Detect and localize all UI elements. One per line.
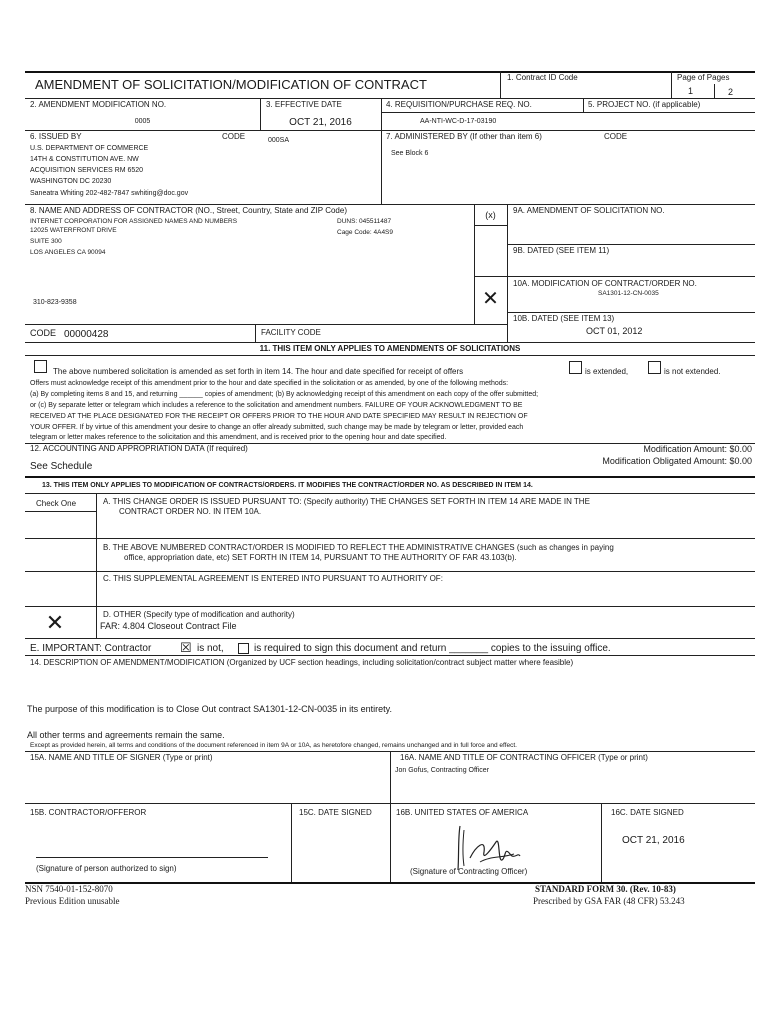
project-no-label: 5. PROJECT NO. (if applicable) [588, 100, 701, 109]
issued-by-line: WASHINGTON DC 20230 [30, 178, 112, 185]
item12-value: See Schedule [30, 461, 93, 472]
contractor-address-line: 12025 WATERFRONT DRIVE [30, 227, 117, 234]
item13-header: 13. THIS ITEM ONLY APPLIES TO MODIFICATION OF CONTRACTS/ORDERS. IT MODIFIES THE CONTRACT/ORDER NO. AS DESCRIBED IN ITEM 14. [42, 482, 533, 489]
item13a-line: CONTRACT ORDER NO. IN ITEM 10A. [119, 507, 262, 516]
rule [381, 130, 382, 204]
contractor-date-label: 15C. DATE SIGNED [299, 808, 372, 817]
rule [25, 803, 755, 804]
page-label: Page of Pages [677, 73, 730, 82]
b10b-label: 10B. DATED (SEE ITEM 13) [513, 314, 615, 323]
nsn: NSN 7540-01-152-8070 [25, 884, 113, 894]
item11-body-line: or (c) By separate letter or telegram which includes a reference to the solicitation and amendment numbers. FAILURE OF YOUR ACKNOWLEDGMENT TO BE [30, 402, 523, 409]
item11-not-extended: is not extended. [664, 367, 721, 376]
signature-line [36, 857, 268, 858]
rule [25, 98, 755, 99]
b10a-label: 10A. MODIFICATION OF CONTRACT/ORDER NO. [513, 279, 697, 288]
effective-date-value: OCT 21, 2016 [289, 117, 352, 128]
rule [583, 98, 584, 112]
rule [25, 71, 755, 73]
rule [474, 225, 507, 226]
b10b-value: OCT 01, 2012 [586, 326, 643, 336]
rule [291, 803, 292, 882]
page-current: 1 [688, 86, 694, 96]
rule [500, 71, 501, 98]
issued-by-line: U.S. DEPARTMENT OF COMMERCE [30, 145, 149, 152]
extended-checkbox[interactable] [569, 361, 582, 374]
officer-date: OCT 21, 2016 [622, 835, 685, 846]
x-column-header: (x) [485, 210, 496, 220]
signer-name-label: 15A. NAME AND TITLE OF SIGNER (Type or print) [30, 753, 213, 762]
item14-except: Except as provided herein, all terms and conditions of the document referenced in item 9A or 10A, as heretofore changed, remains unchanged and in full force and effect. [30, 742, 517, 749]
item11-body-line: RECEIVED AT THE PLACE DESIGNATED FOR THE RECEIPT OR OFFERS PRIOR TO THE HOUR AND DATE SPECIFIED MAY RESULT IN REJECTION OF [30, 413, 528, 420]
issued-by-line: 14TH & CONSTITUTION AVE. NW [30, 156, 139, 163]
b9b-label: 9B. DATED (SEE ITEM 11) [513, 246, 610, 255]
issued-by-label: 6. ISSUED BY [30, 132, 82, 141]
contractor-name: INTERNET CORPORATION FOR ASSIGNED NAMES AND NUMBERS [30, 218, 238, 225]
previous-edition: Previous Edition unusable [25, 896, 120, 906]
signature-person-caption: (Signature of person authorized to sign) [36, 864, 177, 873]
rule [474, 276, 755, 277]
rule [507, 244, 755, 245]
solicitation-amended-checkbox[interactable] [34, 360, 47, 373]
important-required: is required to sign this document and return _______ copies to the issuing office. [254, 643, 611, 654]
req-no-value: AA-NTI-WC-D-17-03190 [420, 118, 497, 125]
contractor-code-label: CODE [30, 328, 57, 338]
officer-name: Jon Gofus, Contracting Officer [395, 767, 490, 774]
contractor-code: 00000428 [64, 329, 109, 340]
prescribed-by: Prescribed by GSA FAR (48 CFR) 53.243 [533, 896, 685, 906]
amend-no-value: 0005 [134, 118, 151, 125]
contractor-phone: 310-823-9358 [33, 299, 77, 306]
item11-body-line: YOUR OFFER. If by virtue of this amendment your desire to change an offer already submitted, such change may be made by telegram or letter, provided each [30, 424, 524, 431]
contractor-label: 8. NAME AND ADDRESS OF CONTRACTOR (NO., Street, Country, State and ZIP Code) [30, 206, 347, 215]
standard-form: STANDARD FORM 30. (Rev. 10-83) [535, 884, 676, 894]
check-one-label: Check One [36, 499, 77, 508]
issued-by-code: 000SA [268, 137, 290, 144]
b9a-label: 9A. AMENDMENT OF SOLICITATION NO. [513, 206, 665, 215]
item11-body-line: (a) By completing items 8 and 15, and returning ______ copies of amendment; (b) By acknowledging receipt of this amendment on each copy of the offer submitted; [30, 391, 539, 398]
rule [255, 324, 256, 342]
rule [25, 204, 755, 205]
item13a-line: A. THIS CHANGE ORDER IS ISSUED PURSUANT TO: (Specify authority) THE CHANGES SET FORTH IN ITEM 14 ARE MADE IN THE [103, 497, 590, 506]
item11-body-line: Offers must acknowledge receipt of this amendment prior to the hour and date specified in the solicitation or as amended, by one of the following methods: [30, 380, 509, 387]
issued-by-line: Saneatra Whiting 202-482-7847 swhiting@doc.gov [30, 190, 189, 197]
item11-line1: The above numbered solicitation is amended as set forth in item 14. The hour and date specified for receipt of offers [53, 367, 464, 376]
issued-by-line: ACQUISITION SERVICES RM 6520 [30, 167, 144, 174]
rule [25, 606, 755, 607]
x-mark-10a: ✕ [482, 288, 499, 310]
rule [381, 98, 382, 130]
page-total: 2 [728, 87, 734, 97]
item13d-line: D. OTHER (Specify type of modification and authority) [103, 610, 295, 619]
contractor-address-line: LOS ANGELES CA 90094 [30, 249, 106, 256]
rule [25, 476, 755, 478]
rule [507, 312, 755, 313]
item12-label: 12. ACCOUNTING AND APPROPRIATION DATA (If required) [30, 444, 248, 453]
rule [25, 493, 755, 494]
contractor-address-line: SUITE 300 [30, 238, 62, 245]
facility-code-label: FACILITY CODE [261, 328, 321, 337]
item13b-line: B. THE ABOVE NUMBERED CONTRACT/ORDER IS MODIFIED TO REFLECT THE ADMINISTRATIVE CHANGES (such as changes in paying [103, 543, 614, 552]
item14-label: 14. DESCRIPTION OF AMENDMENT/MODIFICATION (Organized by UCF section headings, including solicitation/contract subject matter where feasible) [30, 658, 574, 667]
item13d-value: FAR: 4.804 Closeout Contract File [100, 621, 237, 631]
item14-all-other: All other terms and agreements remain the same. [27, 730, 225, 740]
issued-by-code-label: CODE [222, 132, 246, 141]
rule [25, 511, 96, 512]
rule [25, 130, 755, 131]
rule [390, 751, 391, 882]
rule [671, 71, 672, 98]
not-extended-checkbox[interactable] [648, 361, 661, 374]
admin-code-label: CODE [604, 132, 628, 141]
item13c-line: C. THIS SUPPLEMENTAL AGREEMENT IS ENTERED INTO PURSUANT TO AUTHORITY OF: [103, 574, 443, 583]
rule [25, 342, 755, 343]
contract-id-label: 1. Contract ID Code [507, 73, 578, 82]
rule [601, 803, 602, 882]
rule [714, 84, 715, 98]
rule [25, 655, 755, 656]
rule [507, 204, 508, 342]
officer-date-label: 16C. DATE SIGNED [611, 808, 684, 817]
b10a-value: SA1301-12-CN-0035 [598, 290, 659, 297]
rule [25, 355, 755, 356]
req-no-label: 4. REQUISITION/PURCHASE REQ. NO. [386, 100, 532, 109]
rule [381, 112, 755, 113]
item11-extended: is extended, [585, 367, 629, 376]
item13b-line: office, appropriation date, etc) SET FORTH IN ITEM 14, PURSUANT TO THE AUTHORITY OF FAR 43.103(b). [124, 553, 517, 562]
contractor-offeror-label: 15B. CONTRACTOR/OFFEROR [30, 808, 147, 817]
admin-label: 7. ADMINISTERED BY (If other than item 6) [386, 132, 542, 141]
important-is-not: is not, [197, 643, 224, 654]
rule [25, 538, 755, 539]
modification-obligated-amount: Modification Obligated Amount: $0.00 [602, 456, 752, 466]
contractor-cage: Cage Code: 4A4S9 [337, 229, 394, 236]
officer-name-label: 16A. NAME AND TITLE OF CONTRACTING OFFICER (Type or print) [400, 753, 648, 762]
important-label: E. IMPORTANT: Contractor [30, 643, 152, 654]
effective-date-label: 3. EFFECTIVE DATE [266, 100, 342, 109]
contractor-duns: DUNS: 045511487 [337, 218, 392, 225]
item11-header: 11. THIS ITEM ONLY APPLIES TO AMENDMENTS OF SOLICITATIONS [259, 344, 521, 353]
is-not-checkbox[interactable]: ☒ [180, 640, 192, 655]
item14-purpose: The purpose of this modification is to Close Out contract SA1301-12-CN-0035 in its entirety. [27, 704, 393, 714]
signature-officer-caption: (Signature of Contracting Officer) [410, 867, 528, 876]
rule [25, 638, 755, 639]
modification-amount: Modification Amount: $0.00 [643, 444, 752, 454]
usa-label: 16B. UNITED STATES OF AMERICA [396, 808, 529, 817]
form-title: AMENDMENT OF SOLICITATION/MODIFICATION OF CONTRACT [35, 77, 427, 92]
rule [25, 324, 507, 325]
rule [96, 493, 97, 638]
item11-body-line: telegram or letter makes reference to the solicitation and this amendment, and is received prior to the opening hour and date specified. [30, 434, 447, 441]
rule [25, 571, 755, 572]
amend-no-label: 2. AMENDMENT MODIFICATION NO. [30, 100, 167, 109]
admin-value: See Block 6 [391, 150, 429, 157]
is-required-checkbox[interactable] [238, 643, 249, 654]
x-mark-13d: ✕ [45, 610, 65, 635]
